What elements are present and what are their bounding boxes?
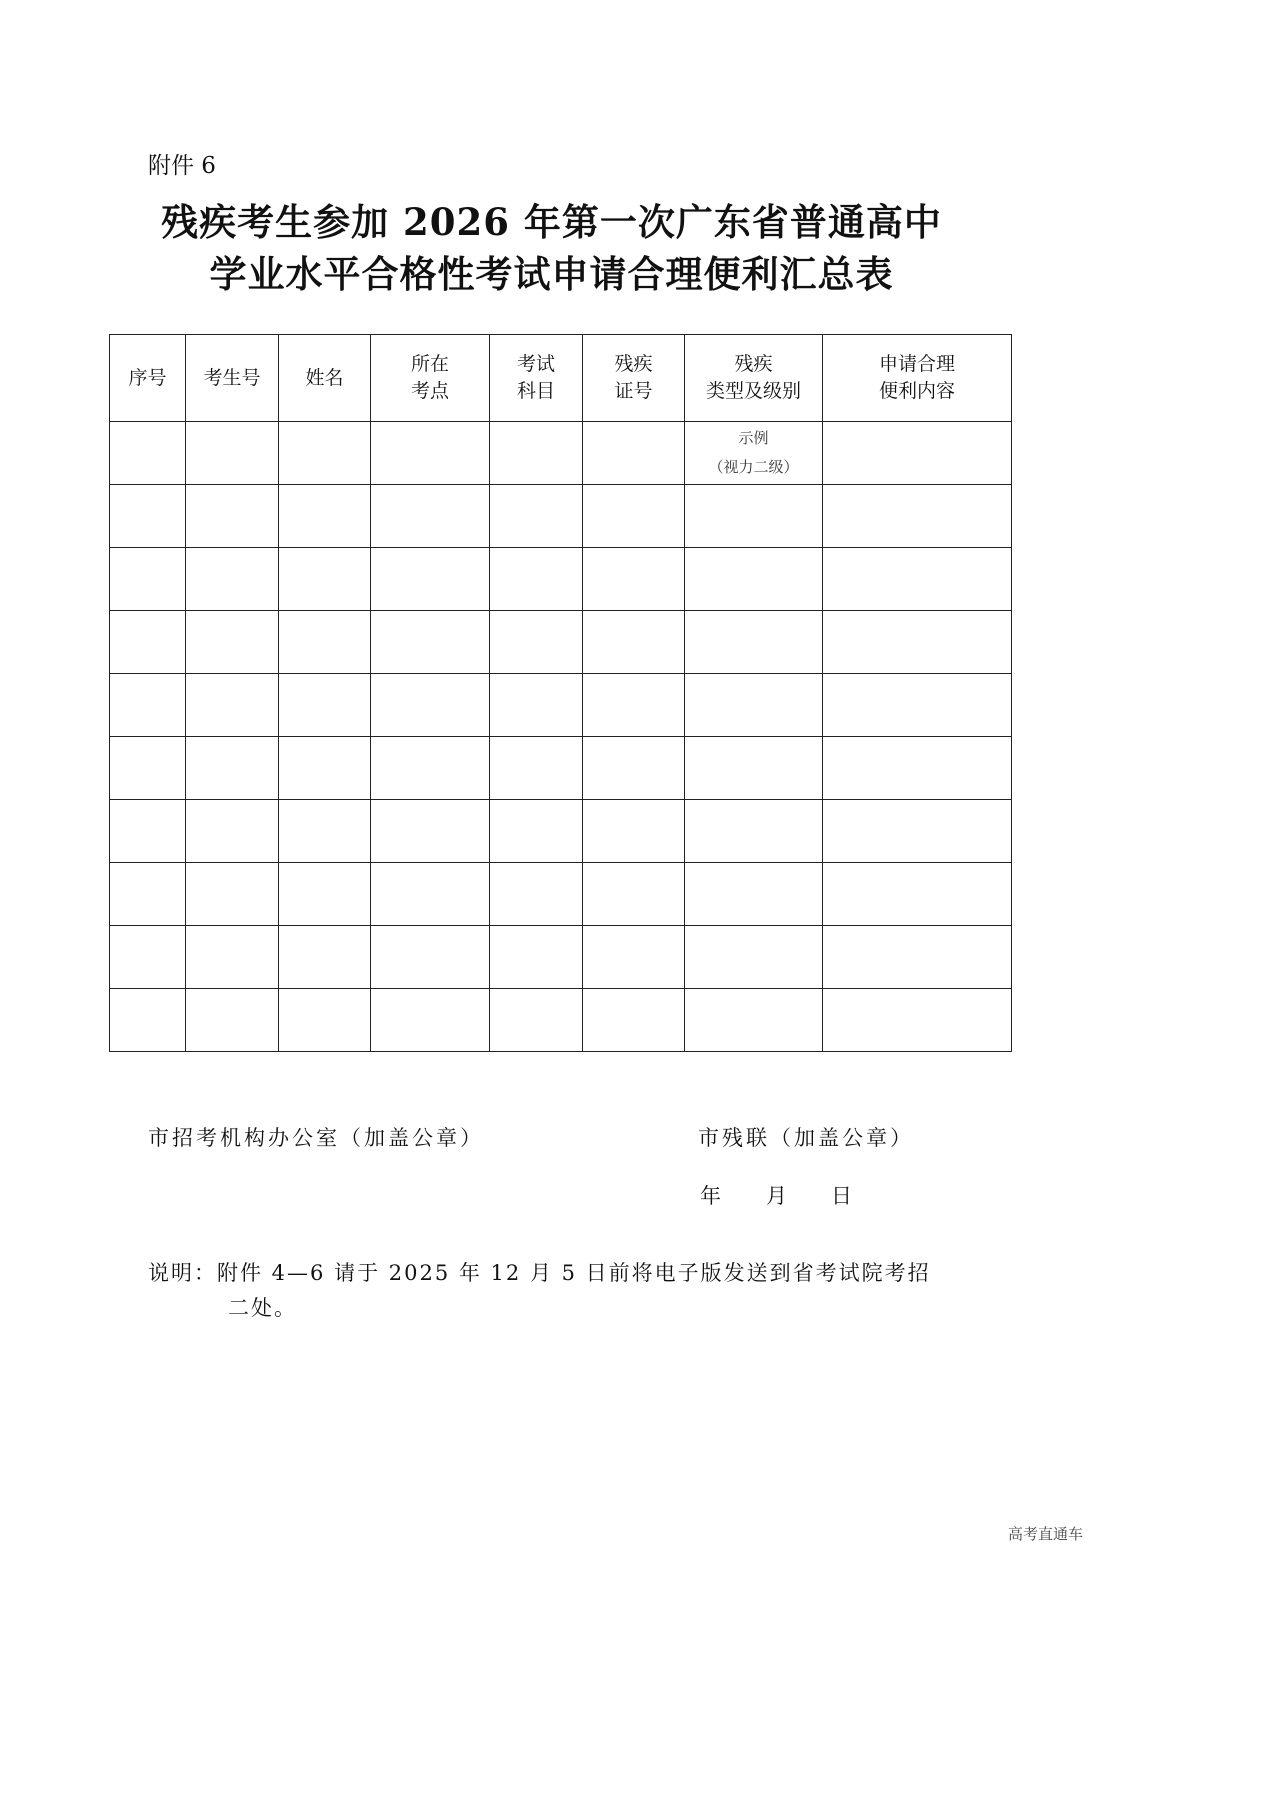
table-cell[interactable] <box>823 485 1012 548</box>
table-cell[interactable] <box>583 611 685 674</box>
header-disability-cert-number: 残疾 证号 <box>583 335 685 422</box>
table-row <box>110 485 1012 548</box>
table-cell[interactable] <box>490 422 583 485</box>
document-title-line1: 残疾考生参加 2026 年第一次广东省普通高中 <box>161 200 942 244</box>
table-cell[interactable] <box>371 485 490 548</box>
table-cell[interactable] <box>279 674 371 737</box>
signature-exam-office: 市招考机构办公室（加盖公章） <box>148 1126 484 1150</box>
table-row <box>110 737 1012 800</box>
table-cell[interactable] <box>685 863 823 926</box>
table-cell[interactable] <box>583 989 685 1052</box>
table-cell[interactable] <box>823 674 1012 737</box>
header-accommodation-content: 申请合理 便利内容 <box>823 335 1012 422</box>
table-cell[interactable] <box>490 737 583 800</box>
table-cell[interactable] <box>583 737 685 800</box>
table-cell[interactable] <box>490 989 583 1052</box>
table-cell[interactable] <box>279 863 371 926</box>
header-exam-site: 所在 考点 <box>371 335 490 422</box>
table-row <box>110 674 1012 737</box>
table-cell[interactable] <box>685 800 823 863</box>
table-cell[interactable] <box>823 863 1012 926</box>
table-cell[interactable] <box>823 800 1012 863</box>
table-row <box>110 926 1012 989</box>
table-cell[interactable] <box>490 926 583 989</box>
table-cell[interactable] <box>186 737 279 800</box>
header-disability-type-level: 残疾 类型及级别 <box>685 335 823 422</box>
table-cell[interactable] <box>685 548 823 611</box>
table-cell[interactable] <box>279 485 371 548</box>
table-cell[interactable] <box>583 674 685 737</box>
note-line2: 二处。 <box>228 1296 297 1320</box>
document-title-line2: 学业水平合格性考试申请合理便利汇总表 <box>209 252 894 296</box>
table-cell[interactable] <box>371 422 490 485</box>
table-cell[interactable] <box>110 611 186 674</box>
header-name: 姓名 <box>279 335 371 422</box>
table-cell[interactable] <box>110 548 186 611</box>
table-cell[interactable] <box>823 989 1012 1052</box>
date-month-label: 月 <box>766 1184 787 1208</box>
table-cell[interactable] <box>371 989 490 1052</box>
table-cell[interactable] <box>583 422 685 485</box>
table-cell[interactable] <box>186 611 279 674</box>
table-cell[interactable] <box>685 989 823 1052</box>
table-cell[interactable] <box>823 611 1012 674</box>
table-cell[interactable] <box>583 800 685 863</box>
table-cell[interactable] <box>490 548 583 611</box>
table-cell[interactable] <box>583 485 685 548</box>
table-row <box>110 422 1012 485</box>
sample-label: 示例 <box>738 429 769 447</box>
table-cell[interactable] <box>186 800 279 863</box>
table-cell[interactable] <box>685 611 823 674</box>
attachment-label: 附件 6 <box>148 153 216 179</box>
table-cell[interactable] <box>490 674 583 737</box>
table-cell[interactable] <box>186 674 279 737</box>
date-year-label: 年 <box>700 1184 721 1208</box>
table-cell[interactable] <box>823 926 1012 989</box>
table-cell[interactable] <box>279 926 371 989</box>
table-cell[interactable] <box>371 548 490 611</box>
table-cell[interactable] <box>279 422 371 485</box>
table-cell[interactable] <box>583 863 685 926</box>
header-serial-number: 序号 <box>110 335 186 422</box>
table-row <box>110 863 1012 926</box>
table-cell[interactable] <box>823 548 1012 611</box>
summary-table <box>109 334 1012 1052</box>
table-cell[interactable] <box>371 800 490 863</box>
table-row <box>110 989 1012 1052</box>
table-cell[interactable] <box>110 737 186 800</box>
watermark: 高考直通车 <box>1007 1525 1083 1543</box>
table-cell[interactable] <box>685 737 823 800</box>
table-cell[interactable] <box>823 422 1012 485</box>
table-cell[interactable] <box>110 926 186 989</box>
table-cell[interactable] <box>371 863 490 926</box>
table-cell[interactable] <box>685 926 823 989</box>
table-cell[interactable] <box>279 611 371 674</box>
table-cell[interactable] <box>490 611 583 674</box>
sample-value: （视力二级） <box>708 458 799 476</box>
table-cell[interactable] <box>186 485 279 548</box>
table-cell[interactable] <box>490 800 583 863</box>
table-cell[interactable] <box>279 800 371 863</box>
table-cell[interactable] <box>279 737 371 800</box>
table-cell[interactable] <box>110 989 186 1052</box>
table-cell[interactable] <box>583 548 685 611</box>
note-line1: 说明：附件 4—6 请于 2025 年 12 月 5 日前将电子版发送到省考试院考招 <box>148 1261 931 1285</box>
table-cell[interactable] <box>186 548 279 611</box>
table-cell[interactable] <box>371 737 490 800</box>
table-cell[interactable] <box>823 737 1012 800</box>
table-cell[interactable] <box>110 863 186 926</box>
table-cell[interactable] <box>186 422 279 485</box>
table-row <box>110 800 1012 863</box>
table-cell[interactable] <box>186 926 279 989</box>
table-cell[interactable] <box>110 485 186 548</box>
header-candidate-number: 考生号 <box>186 335 279 422</box>
table-cell[interactable] <box>583 926 685 989</box>
signature-disabled-federation: 市残联（加盖公章） <box>698 1126 914 1150</box>
table-cell[interactable] <box>110 422 186 485</box>
table-header-row <box>110 335 1012 422</box>
table-cell[interactable] <box>279 548 371 611</box>
table-cell[interactable] <box>279 989 371 1052</box>
table-cell[interactable] <box>685 485 823 548</box>
table-row <box>110 548 1012 611</box>
sample-disability-type-cell[interactable] <box>685 422 823 485</box>
table-cell[interactable] <box>685 674 823 737</box>
date-day-label: 日 <box>831 1184 852 1208</box>
table-cell[interactable] <box>371 674 490 737</box>
table-cell[interactable] <box>371 926 490 989</box>
header-exam-subject: 考试 科目 <box>490 335 583 422</box>
table-cell[interactable] <box>490 485 583 548</box>
table-cell[interactable] <box>110 674 186 737</box>
table-cell[interactable] <box>110 800 186 863</box>
table-cell[interactable] <box>186 989 279 1052</box>
table-cell[interactable] <box>186 863 279 926</box>
table-row <box>110 611 1012 674</box>
table-cell[interactable] <box>371 611 490 674</box>
table-cell[interactable] <box>490 863 583 926</box>
